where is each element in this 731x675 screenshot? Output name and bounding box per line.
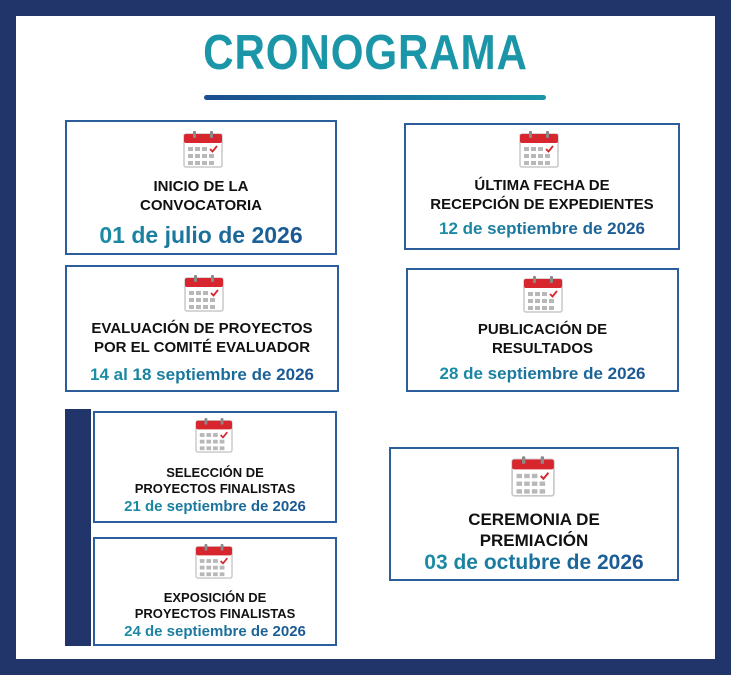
card-date: 01 de julio de 2026 bbox=[67, 222, 335, 249]
card-date: 28 de septiembre de 2026 bbox=[408, 364, 677, 384]
card-title: SELECCIÓN DE PROYECTOS FINALISTAS bbox=[134, 465, 296, 497]
card-title: INICIO DE LA CONVOCATORIA bbox=[140, 178, 262, 214]
card-title: EXPOSICIÓN DE PROYECTOS FINALISTAS bbox=[134, 590, 296, 622]
calendar-icon bbox=[519, 130, 559, 168]
card-date: 21 de septiembre de 2026 bbox=[95, 498, 335, 515]
card-inicio-convocatoria bbox=[65, 120, 337, 255]
card-publicacion-resultados bbox=[406, 268, 679, 392]
calendar-icon bbox=[523, 275, 563, 313]
page-title: CRONOGRAMA bbox=[203, 26, 528, 80]
card-seleccion-finalistas bbox=[93, 411, 337, 523]
card-date: 24 de septiembre de 2026 bbox=[95, 623, 335, 640]
card-title: ÚLTIMA FECHA DE RECEPCIÓN DE EXPEDIENTES bbox=[430, 177, 654, 213]
card-date: 14 al 18 septiembre de 2026 bbox=[67, 365, 337, 385]
title-underline bbox=[204, 95, 546, 100]
calendar-icon bbox=[511, 455, 555, 497]
card-ultima-fecha-recepcion bbox=[404, 123, 680, 250]
card-ceremonia-premiacion bbox=[389, 447, 679, 581]
card-title: PUBLICACIÓN DE RESULTADOS bbox=[477, 321, 608, 357]
calendar-icon bbox=[183, 130, 223, 168]
calendar-icon bbox=[195, 417, 233, 453]
card-date: 03 de octubre de 2026 bbox=[391, 551, 677, 575]
card-title: EVALUACIÓN DE PROYECTOS POR EL COMITÉ EVALUADOR bbox=[91, 320, 313, 356]
card-title: CEREMONIA DE PREMIACIÓN bbox=[468, 510, 600, 551]
calendar-icon bbox=[195, 543, 233, 579]
finalists-side-bar bbox=[65, 409, 91, 646]
card-evaluacion-proyectos bbox=[65, 265, 339, 392]
calendar-icon bbox=[184, 274, 224, 312]
card-date: 12 de septiembre de 2026 bbox=[406, 219, 678, 239]
card-exposicion-finalistas bbox=[93, 537, 337, 646]
